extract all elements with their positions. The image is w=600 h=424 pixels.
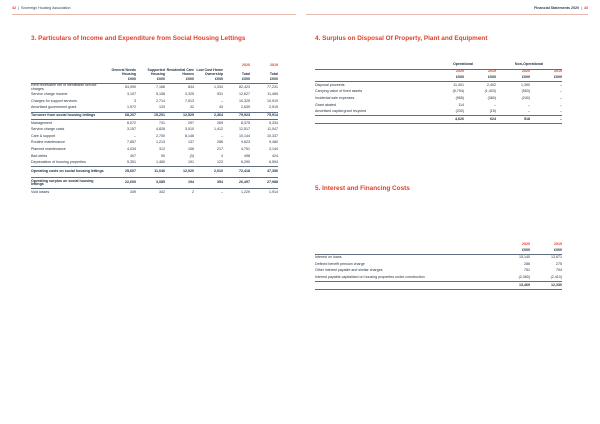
cell-value: (965): [455, 95, 464, 100]
cell-value: 275: [556, 261, 562, 266]
row-label: Rent receivable net of identifiable service charges: [31, 84, 107, 92]
cell-value: 931: [217, 92, 223, 97]
cell-value: 4,751: [241, 146, 250, 151]
unit-label: £000: [242, 76, 250, 81]
row-label: Amortised capital grant recycled: [315, 109, 367, 114]
column-header: General Needs Housing: [111, 68, 136, 77]
table-row: [31, 112, 278, 120]
cell-value: 741: [136, 120, 165, 127]
row-label: Operating surplus on social housing lettings: [31, 178, 107, 189]
cell-value: 6,594: [269, 160, 278, 165]
cell-value: 3,010: [185, 127, 194, 132]
cell-value: 90: [161, 153, 165, 158]
group-header-row: [315, 62, 562, 69]
cell-value: (15): [489, 109, 496, 114]
row-label: Other interest payable and similar charges: [315, 268, 383, 273]
cell-value: 43: [219, 105, 223, 110]
cell-value: 1,460: [156, 160, 165, 165]
cell-value: –: [560, 89, 562, 94]
cell-value: 11,401: [430, 82, 464, 89]
cell-value: 407: [130, 153, 136, 158]
section-title-income-expenditure: 3. Particulars of Income and Expenditure from Social Housing Lettings: [31, 35, 246, 42]
unit-label: £000: [488, 75, 496, 80]
disposal-surplus-table: [315, 62, 562, 124]
cell-value: 26,497: [223, 178, 250, 189]
cell-value: 123: [217, 160, 223, 165]
table-row: [31, 127, 278, 134]
unit-label: £000: [554, 247, 562, 252]
year-label: 2020: [522, 69, 530, 74]
unit-label: £000: [522, 247, 530, 252]
cell-value: 25,607: [107, 167, 136, 178]
year-label: 2019: [554, 241, 562, 246]
cell-value: (3): [189, 153, 194, 158]
cell-value: 269: [194, 120, 223, 127]
unit-label: £000: [456, 75, 464, 80]
total-label-blank: [315, 282, 496, 290]
cell-value: –: [221, 133, 223, 138]
cell-value: 8,375: [223, 120, 250, 127]
cell-value: –: [528, 109, 530, 114]
row-label: Service charge costs: [31, 127, 65, 132]
cell-value: 13,671: [530, 254, 562, 261]
cell-value: 63,090: [107, 84, 136, 92]
header-divider: [12, 14, 296, 15]
total-value: –: [530, 116, 562, 124]
table-row: [31, 133, 278, 140]
cell-value: 22,600: [107, 178, 136, 189]
cell-value: 5,351: [127, 160, 136, 165]
cell-value: 47,356: [250, 167, 278, 178]
cell-value: 4,034: [127, 146, 136, 151]
cell-value: 1,229: [223, 189, 250, 196]
year-current: 2020: [242, 62, 250, 67]
cell-value: 32: [190, 105, 194, 110]
row-label: Management: [31, 120, 107, 127]
document-title: Financial Statements 2020: [534, 6, 580, 10]
cell-value: (240): [521, 95, 530, 100]
row-label: Amortised government grant: [31, 105, 77, 110]
year-prior: 2019: [270, 62, 278, 67]
cell-value: 10,337: [267, 133, 278, 138]
cell-value: 75,914: [250, 112, 278, 120]
total-row: [315, 116, 562, 124]
cell-value: 15,140: [496, 254, 530, 261]
row-label: Void losses: [31, 189, 107, 196]
unit-row: [315, 75, 562, 82]
cell-value: –: [194, 189, 223, 196]
cell-value: 12,020: [165, 167, 194, 178]
organisation-name: Sovereign Housing Association: [20, 6, 71, 10]
cell-value: 137: [188, 140, 194, 145]
page-number: 43: [584, 6, 588, 10]
cell-value: 342: [136, 189, 165, 196]
cell-value: 68,207: [107, 112, 136, 120]
table-row: [31, 153, 278, 160]
table-row: [315, 275, 562, 282]
cell-value: 4,828: [156, 127, 165, 132]
year-label: 2020: [456, 69, 464, 74]
cell-value: 133: [159, 105, 165, 110]
cell-value: 11,469: [267, 92, 278, 97]
table-row: [31, 140, 278, 147]
row-label: Bad debts: [31, 153, 48, 158]
row-label: Routine maintenance: [31, 140, 65, 145]
cell-value: (1,403): [484, 89, 496, 94]
cell-value: 7,857: [127, 140, 136, 145]
column-header: Supported Housing: [147, 68, 165, 77]
cell-value: 2: [165, 189, 194, 196]
cell-value: –: [221, 98, 223, 103]
table-row: [315, 268, 562, 275]
total-value: 12,330: [530, 282, 562, 290]
income-expenditure-table: [31, 63, 278, 196]
table-row: [31, 178, 278, 189]
column-header-row: [31, 68, 278, 76]
cell-value: 424: [272, 153, 278, 158]
total-row: [315, 282, 562, 290]
column-header: Residential Care Homes: [166, 68, 194, 77]
row-label: Carrying value of fixed assets: [315, 89, 363, 94]
unit-row: [315, 247, 562, 254]
cell-value: 7,513: [185, 98, 194, 103]
cell-value: –: [560, 95, 562, 100]
cell-value: 2,700: [156, 133, 165, 138]
cell-value: 312: [159, 146, 165, 151]
table-row: [31, 167, 278, 178]
unit-label: £000: [157, 76, 165, 81]
cell-value: 3,144: [269, 146, 278, 151]
cell-value: 3,325: [185, 92, 194, 97]
page-header-left: 42 | Sovereign Housing Association: [12, 6, 71, 10]
cell-value: 2,639: [241, 105, 250, 110]
row-label: Service charge income: [31, 92, 68, 97]
cell-value: 10,919: [267, 98, 278, 103]
cell-value: 1,412: [214, 127, 223, 132]
cell-value: 10,325: [239, 98, 250, 103]
cell-value: 11,046: [136, 167, 165, 178]
cell-value: 9,480: [269, 140, 278, 145]
row-label: Interest on loans: [315, 254, 496, 261]
table-row: [315, 261, 562, 268]
cell-value: 286: [217, 140, 223, 145]
cell-value: 12,529: [165, 112, 194, 120]
cell-value: 349: [107, 189, 136, 196]
cell-value: 5,334: [250, 120, 278, 127]
table-row: [31, 147, 278, 154]
table-row: [31, 120, 278, 127]
table-row: [315, 109, 562, 116]
cell-value: 834: [165, 84, 194, 92]
row-label: Care & support: [31, 133, 56, 138]
unit-label: £000: [554, 75, 562, 80]
cell-value: –: [528, 102, 530, 107]
year-label: 2019: [488, 69, 496, 74]
cell-value: 106: [188, 146, 194, 151]
cell-value: –: [134, 133, 136, 138]
row-label: Depreciation of housing properties: [31, 160, 86, 165]
cell-value: 27,988: [250, 178, 278, 189]
column-header: Low Cost Home Ownership: [196, 68, 223, 77]
cell-value: 751: [524, 268, 530, 273]
cell-value: (360): [487, 95, 496, 100]
cell-value: 2,010: [194, 167, 223, 178]
table-row: [31, 160, 278, 167]
cell-value: 5,158: [156, 92, 165, 97]
cell-value: 6,072: [107, 120, 136, 127]
cell-value: 1,213: [156, 140, 165, 145]
cell-value: 3: [134, 98, 136, 103]
cell-value: 3,107: [127, 92, 136, 97]
section-title-disposal-surplus: 4. Surplus on Disposal Of Property, Plant and Equipment: [315, 35, 488, 42]
cell-value: 286: [524, 261, 530, 266]
cell-value: 114: [458, 102, 464, 107]
cell-value: 12,627: [239, 92, 250, 97]
cell-value: 2,515: [269, 105, 278, 110]
section-title-interest-financing: 5. Interest and Financing Costs: [315, 185, 410, 192]
cell-value: 6,290: [241, 160, 250, 165]
cell-value: 1,972: [127, 105, 136, 110]
table-row: [315, 89, 562, 96]
row-label: Disposal proceeds: [315, 82, 430, 89]
table-row: [31, 189, 278, 196]
cell-value: –: [530, 82, 562, 89]
cell-value: 191: [188, 160, 194, 165]
table-row: [315, 96, 562, 103]
total-label-blank: [315, 116, 430, 124]
cell-value: 354: [194, 178, 223, 189]
cell-value: 79,923: [223, 112, 250, 120]
cell-value: 1,334: [194, 84, 223, 92]
cell-value: 9,623: [241, 140, 250, 145]
year-label: 2020: [522, 241, 530, 246]
cell-value: –: [560, 109, 562, 114]
cell-value: 72,418: [223, 167, 250, 178]
total-value: 518: [496, 116, 530, 124]
row-label: Grant abated: [315, 102, 336, 107]
row-label: Defined benefit pension charge: [315, 261, 365, 266]
total-value: 624: [464, 116, 496, 124]
cell-value: –: [494, 102, 496, 107]
header-divider: [306, 14, 588, 15]
table-row: [31, 98, 278, 105]
cell-value: (2,410): [550, 274, 562, 279]
cell-value: (5,794): [452, 89, 464, 94]
cell-value: 15,201: [136, 112, 165, 120]
unit-label: £000: [128, 76, 136, 81]
row-label: Interest payable capitalised on housing properties under construction: [315, 274, 425, 279]
cell-value: (2,060): [518, 274, 530, 279]
cell-value: 297: [165, 120, 194, 127]
cell-value: 2,364: [194, 112, 223, 120]
unit-label: £000: [215, 76, 223, 81]
table-row: [315, 254, 562, 261]
column-header: Total: [241, 72, 250, 77]
table-row: [315, 102, 562, 109]
row-label: Operating costs on social housing lettings: [31, 167, 107, 178]
cell-value: 12,517: [239, 127, 250, 132]
cell-value: 217: [217, 146, 223, 151]
cell-value: (230): [455, 109, 464, 114]
cell-value: 2,714: [156, 98, 165, 103]
cell-value: 3,157: [127, 127, 136, 132]
cell-value: 10,144: [239, 133, 250, 138]
page-header-right: Financial Statements 2020 | 43: [534, 6, 588, 10]
row-label: Charges for support services: [31, 98, 77, 103]
row-label: Incidental sale expenses: [315, 95, 355, 100]
interest-financing-table: [315, 242, 562, 290]
cell-value: 1,914: [250, 189, 278, 196]
cell-value: 2,402: [464, 82, 496, 89]
table-row: [31, 84, 278, 92]
cell-value: 11,047: [267, 127, 278, 132]
table-row: [31, 105, 278, 112]
total-value: 13,469: [496, 282, 530, 290]
column-header: Total: [269, 72, 278, 77]
cell-value: 4: [221, 153, 223, 158]
cell-value: (553): [521, 89, 530, 94]
cell-value: 1,390: [496, 82, 530, 89]
cell-value: 77,231: [250, 84, 278, 92]
cell-value: 794: [556, 268, 562, 273]
row-label: Planned maintenance: [31, 146, 66, 151]
group-header-operational: Operational: [430, 62, 496, 69]
year-label: 2019: [554, 69, 562, 74]
cell-value: 498: [244, 153, 250, 158]
unit-label: £000: [186, 76, 194, 81]
unit-label: £000: [522, 75, 530, 80]
total-value: 4,626: [430, 116, 464, 124]
cell-value: 194: [165, 178, 194, 189]
cell-value: –: [560, 102, 562, 107]
unit-label: £000: [270, 76, 278, 81]
group-header-non-operational: Non-Operational: [496, 62, 562, 69]
cell-value: 7,166: [136, 84, 165, 92]
table-row: [31, 92, 278, 99]
cell-value: 82,423: [223, 84, 250, 92]
row-label: Turnover from social housing lettings: [31, 112, 107, 120]
table-row: [315, 82, 562, 89]
cell-value: 8,146: [185, 133, 194, 138]
page-number: 42: [12, 6, 16, 10]
cell-value: 3,085: [136, 178, 165, 189]
